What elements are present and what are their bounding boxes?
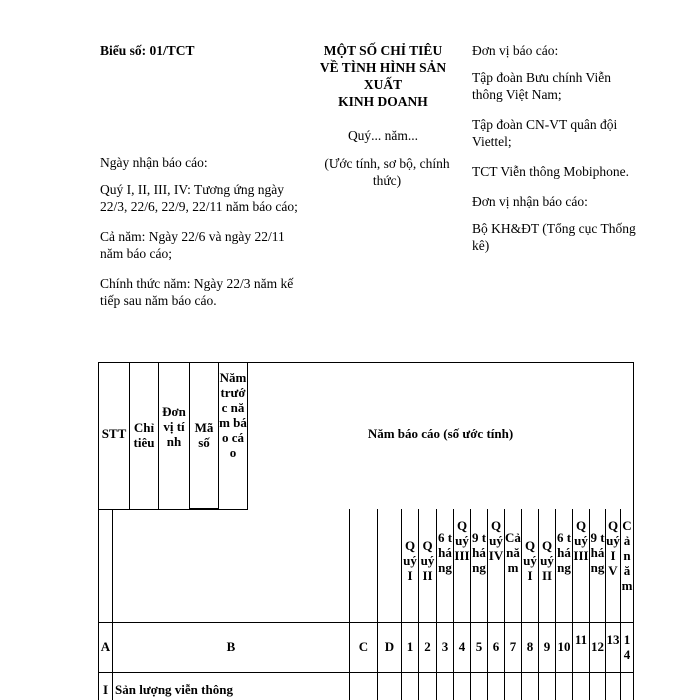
receiving-unit: Bộ KH&ĐT (Tổng cục Thống kê) xyxy=(472,221,636,253)
row-stt: I xyxy=(102,682,109,697)
index-num: 1 xyxy=(406,639,414,654)
index-num: 12 xyxy=(591,639,604,654)
receiving-unit-label: Đơn vị nhận báo cáo: xyxy=(472,194,588,209)
index-num: 2 xyxy=(424,639,431,654)
sub-col-9m: 9 tháng xyxy=(590,530,605,575)
sub-col-q3: Quý III xyxy=(573,518,589,563)
index-num: 8 xyxy=(526,639,534,654)
index-b: B xyxy=(226,639,236,654)
sub-col-year: Cả năm xyxy=(621,518,633,593)
receipt-annual: Cả năm: Ngày 22/6 và ngày 22/11 năm báo cáo; xyxy=(100,229,285,261)
col-header-unit: Đơn vị tính xyxy=(162,404,186,449)
col-header-report-year: Năm báo cáo (số ước tính) xyxy=(367,426,514,441)
sub-col-6m: 6 tháng xyxy=(437,530,453,575)
sub-col-q2: Quý II xyxy=(540,538,554,583)
sub-col-q1: Quý I xyxy=(523,538,537,583)
index-num: 5 xyxy=(475,639,483,654)
col-header-stt: STT xyxy=(101,426,127,441)
index-num: 6 xyxy=(492,639,500,654)
index-num: 3 xyxy=(441,639,449,654)
title-line: VỀ TÌNH HÌNH SẢN xyxy=(319,60,447,75)
index-num: 11 xyxy=(574,632,588,647)
sub-col-q3: Quý III xyxy=(454,518,470,563)
index-c: C xyxy=(358,639,369,654)
reporting-unit: Tập đoàn Bưu chính Viễn thông Việt Nam; xyxy=(472,70,611,102)
sub-col-year: Cả năm xyxy=(505,530,521,575)
title-line: XUẤT xyxy=(363,77,403,92)
col-header-code: Mã số xyxy=(194,420,214,450)
report-period: Quý... năm... xyxy=(347,128,419,143)
index-num: 9 xyxy=(543,639,551,654)
reporting-units-label: Đơn vị báo cáo: xyxy=(472,43,559,58)
sub-col-q4: Quý IV xyxy=(488,518,504,563)
receipt-official: Chính thức năm: Ngày 22/3 năm kế tiếp sau năm báo cáo. xyxy=(100,276,294,308)
report-estimate-type: (Ước tính, sơ bộ, chính thức) xyxy=(324,156,450,188)
title-line: MỘT SỐ CHỈ TIÊU xyxy=(323,43,443,58)
index-num: 14 xyxy=(623,632,631,662)
index-num: 7 xyxy=(509,639,517,654)
row-label: Sản lượng viễn thông xyxy=(115,682,233,697)
col-header-indicator: Chỉ tiêu xyxy=(133,420,155,450)
index-a: A xyxy=(100,639,111,654)
col-header-prev-year: Năm trước năm báo cáo xyxy=(219,370,247,460)
sub-col-q2: Quý II xyxy=(420,538,435,583)
sub-col-q1: Quý I xyxy=(403,538,417,583)
reporting-unit: TCT Viễn thông Mobiphone. xyxy=(472,164,629,179)
index-num: 13 xyxy=(606,632,620,647)
index-d: D xyxy=(384,639,395,654)
sub-col-q4: Quý IV xyxy=(606,518,620,578)
title-line: KINH DOANH xyxy=(338,94,428,109)
reporting-unit: Tập đoàn CN-VT quân đội Viettel; xyxy=(472,117,618,149)
receipt-quarterly: Quý I, II, III, IV: Tương ứng ngày 22/3, 22/6, 22/9, 22/11 năm báo cáo; xyxy=(100,182,298,214)
form-code: Biểu số: 01/TCT xyxy=(100,43,195,58)
sub-col-9m: 9 tháng xyxy=(471,530,487,575)
sub-col-6m: 6 tháng xyxy=(556,530,572,575)
receipt-dates-label: Ngày nhận báo cáo: xyxy=(100,155,208,170)
index-num: 4 xyxy=(458,639,466,654)
index-num: 10 xyxy=(557,639,571,654)
